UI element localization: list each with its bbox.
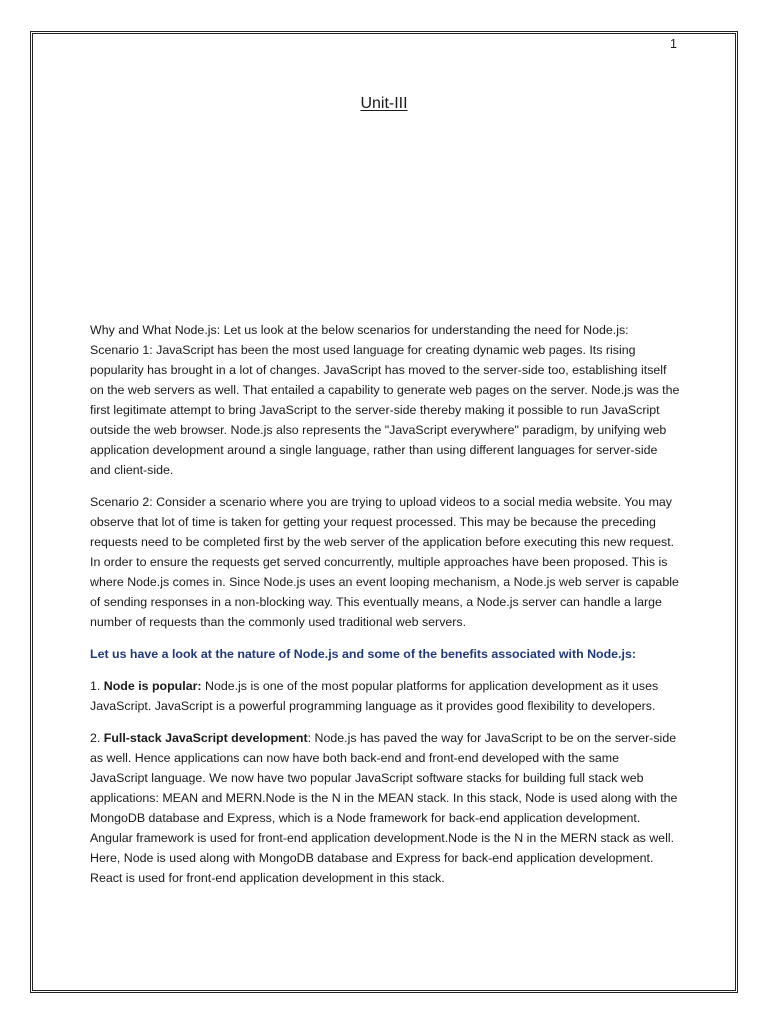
intro-paragraph: Why and What Node.js: Let us look at the below scenarios for understanding the need for Node.js: Scenario 1: JavaScript has been the most used language for creating dynamic web pages. Its rising popularity has brought in a lot of changes. JavaScript has moved to the server-side too, establishing itself on the web servers as well. That entailed a capability to generate web pages on the server. Node.js was the first legitimate attempt to bring JavaScript to the server-side thereby making it possible to run JavaScript outside the web browser. Node.js also represents the "JavaScript everywhere" paradigm, by unifying web application development around a single language, rather than using different languages for server-side and client-side.	[90, 323, 680, 477]
benefit-item-title: Node is popular:	[103, 679, 202, 693]
benefit-item-title: Full-stack JavaScript development	[103, 731, 308, 745]
benefit-item-text: : Node.js has paved the way for JavaScript to be on the server-side as well. Hence applications can now have both back-end and front-end developed with the same JavaScript language. We now have two popular JavaScript software stacks for building full stack web applications: MEAN and MERN.Node is the N in the MEAN stack. In this stack, Node is used along with the MongoDB database and Express, which is a Node framework for back-end application development. Angular framework is used for front-end application development.Node is the N in the MERN stack as well. Here, Node is used along with MongoDB database and Express for back-end application development. React is used for front-end application development in this stack.	[90, 731, 678, 885]
benefit-item-number: 1.	[90, 679, 104, 693]
benefits-heading: Let us have a look at the nature of Node.js and some of the benefits associated with Node.js:	[90, 647, 636, 661]
page-title: Unit-III	[360, 95, 408, 112]
page-number: 1	[670, 37, 677, 51]
document-body	[90, 320, 680, 900]
benefit-item-text: Node.js is one of the most popular platforms for application development as it uses JavaScript. JavaScript is a powerful programming language as it provides good flexibility to developers.	[90, 679, 659, 713]
scenario-2-paragraph: Scenario 2: Consider a scenario where you are trying to upload videos to a social media website. You may observe that lot of time is taken for getting your request processed. This may be because the preceding requests need to be completed first by the web server of the application before executing this new request. In order to ensure the requests get served concurrently, multiple approaches have been proposed. This is where Node.js comes in. Since Node.js uses an event looping mechanism, a Node.js web server is capable of sending responses in a non-blocking way. This eventually means, a Node.js server can handle a large number of requests than the commonly used traditional web servers.	[90, 495, 679, 629]
benefit-item-number: 2.	[90, 731, 104, 745]
benefit-item-fullstack	[90, 728, 680, 888]
benefit-item-popular	[90, 676, 680, 716]
